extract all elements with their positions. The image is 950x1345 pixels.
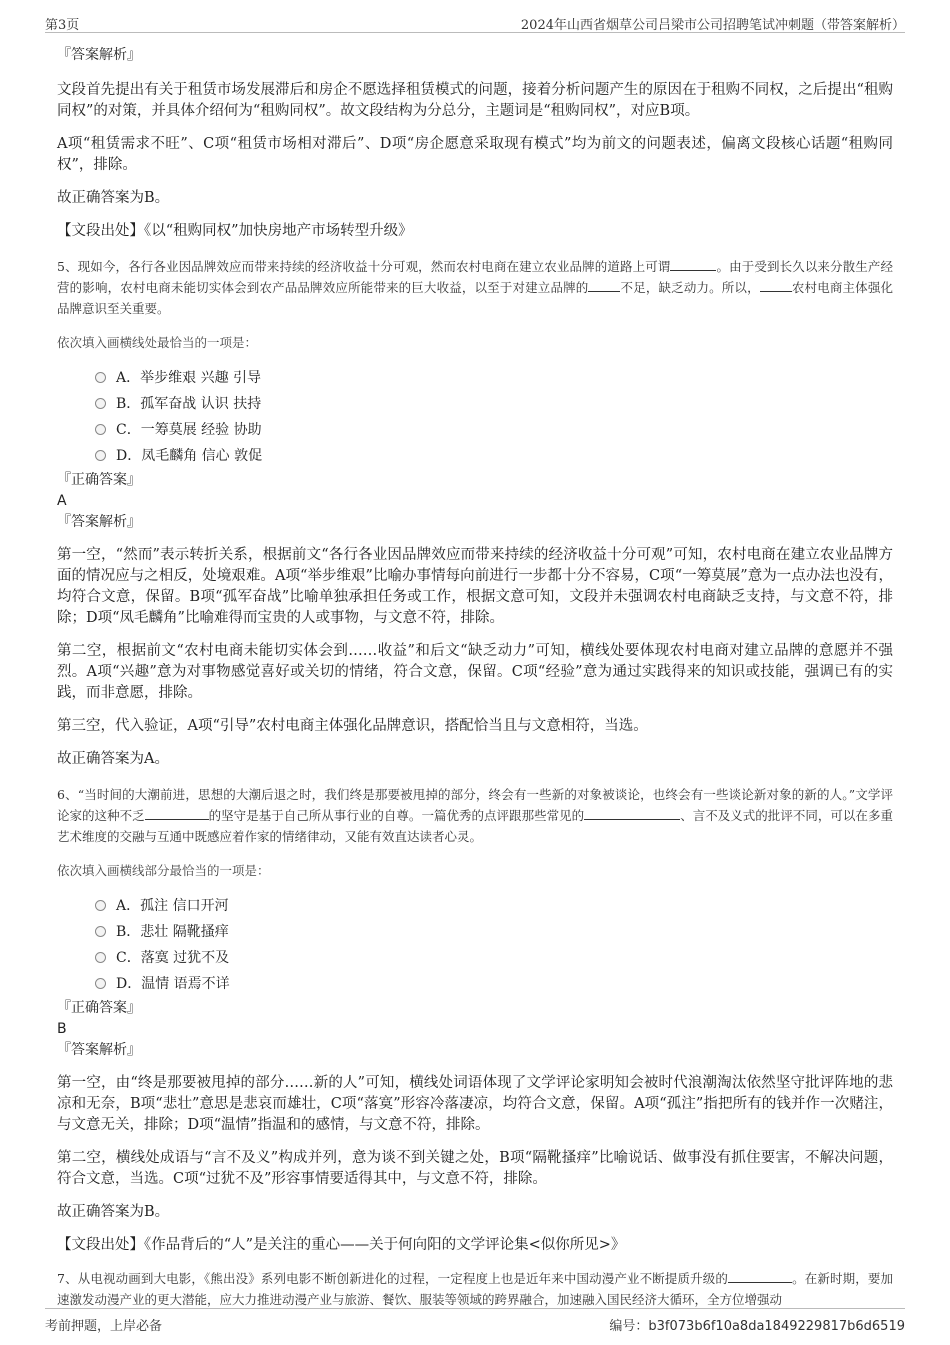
q5-question: 5、现如今，各行各业因品牌效应而带来持续的经济收益十分可观，然而农村电商在建立农业品牌的道路上可谓 。由于受到长久以来分散生产经营的影响，农村电商未能切实体会到农产品品牌效应所能带来的巨大收益，以至于对建立品牌的 不足，缺乏动力。所以， 农村电商主体强化品牌意识至关重要。 (57, 259, 893, 316)
q6-source (57, 1235, 893, 1256)
q6-question: 6、“当时间的大潮前进，思想的大潮后退之时，我们终是那要被甩掉的部分，终会有一些新的对象被谈论，也终会有一些谈论新对象的新的人。”文学评论家的这种不乏 的坚守是基于自己所从事行业的自尊。一篇优秀的点评跟那些常见的 、言不及义式的批评不同，可以在多重艺术维度的交融与互通中既感应着作家的情绪律动，又能有效直达读者心灵。 (57, 787, 893, 844)
radio-icon[interactable] (95, 900, 106, 911)
option-c[interactable]: C．落寞 过犹不及 (95, 945, 893, 971)
q4-source-title: 《以“租购同权”加快房地产市场转型升级》 (144, 223, 413, 239)
document-body (57, 44, 893, 1310)
document-code: 编号：b3f073b6f10a8da1849229817b6d6519 (609, 1319, 905, 1334)
blank-1 (145, 806, 209, 820)
q5-options (57, 365, 893, 469)
option-b[interactable]: B．悲壮 隔靴搔痒 (95, 919, 893, 945)
option-d[interactable]: D．温情 语焉不详 (95, 971, 893, 997)
blank-3 (760, 278, 792, 292)
option-c[interactable]: C．一筹莫展 经验 协助 (95, 417, 893, 443)
q6-options (57, 893, 893, 997)
q6-analysis-p2: 第二空，横线处成语与“言不及义”构成并列，意为谈不到关键之处，B项“隔靴搔痒”比喻说话、做事没有抓住要害，不解决问题，符合文意，当选。C项“过犹不及”形容事情要适得其中，与文意不符，排除。 (57, 1150, 893, 1187)
q4-source (57, 221, 893, 242)
option-d[interactable]: D．凤毛麟角 信心 敦促 (95, 443, 893, 469)
q6-answer-line: 故正确答案为B。 (57, 1204, 170, 1220)
source-label: 【文段出处】 (57, 1237, 144, 1253)
q6-source-title: 《作品背后的“人”是关注的重心——关于何向阳的文学评论集<似你所见>》 (144, 1237, 626, 1253)
q4-analysis-p1: 文段首先提出有关于租赁市场发展滞后和房企不愿选择租赁模式的问题，接着分析问题产生的原因在于租购不同权，之后提出“租购同权”的对策，并具体介绍何为“租购同权”。故文段结构为分总分，主题词是“租购同权”，对应B项。 (57, 82, 893, 119)
radio-icon[interactable] (95, 952, 106, 963)
page-header (45, 12, 905, 33)
q5-instruction: 依次填入画横线处最恰当的一项是： (57, 335, 258, 350)
q4-analysis-p2: A项“租赁需求不旺”、C项“租赁市场相对滞后”、D项“房企愿意采取现有模式”均为前文的问题表述，偏离文段核心话题“租购同权”，排除。 (57, 136, 893, 173)
q5-answer-line: 故正确答案为A。 (57, 751, 169, 767)
radio-icon[interactable] (95, 450, 106, 461)
option-a[interactable]: A．举步维艰 兴趣 引导 (95, 365, 893, 391)
page-number: 第3页 (45, 18, 80, 33)
blank-1 (728, 1269, 792, 1283)
analysis-label: 『答案解析』 (57, 1042, 141, 1058)
radio-icon[interactable] (95, 978, 106, 989)
page-footer (45, 1308, 905, 1334)
q4-answer-line: 故正确答案为B。 (57, 190, 170, 206)
blank-2 (588, 278, 620, 292)
q6-correct-answer: B (57, 1021, 67, 1037)
source-label: 【文段出处】 (57, 223, 144, 239)
option-a[interactable]: A．孤注 信口开河 (95, 893, 893, 919)
q5-correct-answer: A (57, 493, 67, 509)
correct-answer-label: 『正确答案』 (57, 472, 141, 488)
option-b[interactable]: B．孤军奋战 认识 扶持 (95, 391, 893, 417)
q6-instruction: 依次填入画横线部分最恰当的一项是： (57, 863, 270, 878)
blank-2 (584, 806, 680, 820)
q5-analysis-p3: 第三空，代入验证，A项“引导”农村电商主体强化品牌意识，搭配恰当且与文意相符，当选。 (57, 718, 648, 734)
q5-analysis-p2: 第二空，根据前文“农村电商未能切实体会到……收益”和后文“缺乏动力”可知，横线处要体现农村电商对建立品牌的意愿并不强烈。A项“兴趣”意为对事物感觉喜好或关切的情绪，符合文意，保留。C项“经验”意为通过实践得来的知识或技能，强调已有的实践，而非意愿，排除。 (57, 643, 893, 701)
q5-analysis-p1: 第一空，“然而”表示转折关系，根据前文“各行各业因品牌效应而带来持续的经济收益十分可观”可知，农村电商在建立农业品牌方面的情况应与之相反，处境艰难。A项“举步维艰”比喻办事情每向前进行一步都十分不容易，C项“一筹莫展”意为一点办法也没有，均符合文意，保留。B项“孤军奋战”比喻单独承担任务或工作，根据文意可知，文段并未强调农村电商缺乏支持，与文意不符，排除；D项“凤毛麟角”比喻难得而宝贵的人或事物，与文意不符，排除。 (57, 547, 893, 626)
radio-icon[interactable] (95, 372, 106, 383)
radio-icon[interactable] (95, 424, 106, 435)
analysis-label: 『答案解析』 (57, 47, 141, 63)
q6-analysis-p1: 第一空，由“终是那要被甩掉的部分……新的人”可知，横线处词语体现了文学评论家明知会被时代浪潮淘汰依然坚守批评阵地的悲凉和无奈，B项“悲壮”意思是悲哀而雄壮，C项“落寞”形容冷落凄凉，均符合文意，保留。A项“孤注”指把所有的钱并作一次赌注，与文意无关，排除；D项“温情”指温和的感情，与文意不符，排除。 (57, 1075, 893, 1133)
radio-icon[interactable] (95, 926, 106, 937)
radio-icon[interactable] (95, 398, 106, 409)
analysis-label: 『答案解析』 (57, 514, 141, 530)
document-title: 2024年山西省烟草公司吕梁市公司招聘笔试冲刺题（带答案解析） (520, 18, 905, 33)
q7-question: 7、从电视动画到大电影，《熊出没》系列电影不断创新进化的过程，一定程度上也是近年来中国动漫产业不断提质升级的 。在新时期，要加速激发动漫产业的更大潜能，应大力推进动漫产业与旅游、餐饮、服装等领域的跨界融合，加速融入国民经济大循环，全方位增强动 (57, 1271, 893, 1307)
correct-answer-label: 『正确答案』 (57, 1000, 141, 1016)
footer-slogan: 考前押题，上岸必备 (45, 1319, 163, 1334)
blank-1 (670, 257, 716, 271)
